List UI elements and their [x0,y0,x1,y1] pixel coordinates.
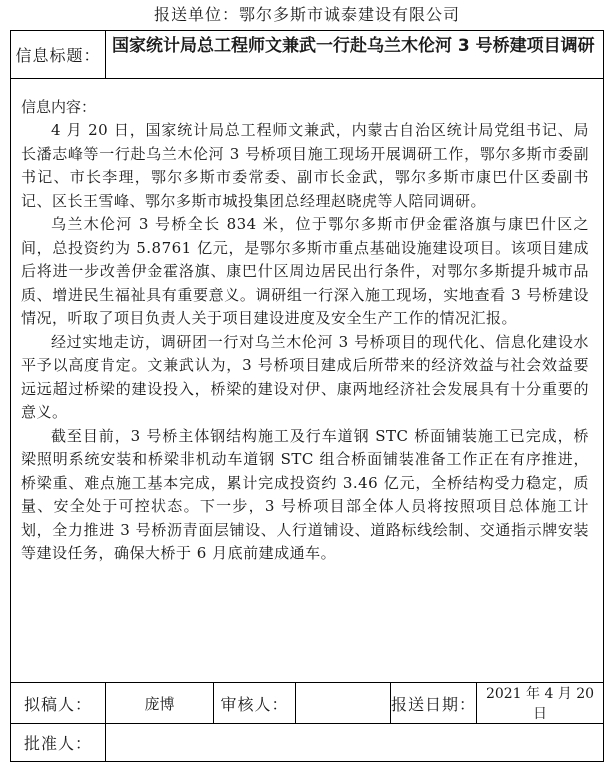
approver-value [106,724,604,762]
content-paragraph: 4 月 20 日，国家统计局总工程师文兼武，内蒙古自治区统计局党组书记、局长潘志峰等一行赴乌兰木伦河 3 号桥项目施工现场开展调研工作，鄂尔多斯市委副书记、市长李理，鄂尔多斯市委常委、副市长金武，鄂尔多斯市康巴什区委副书记、区长王雪峰、鄂尔多斯市城投集团总经理赵晓虎等人陪同调研。 [21,121,590,210]
report-date-value: 2021 年 4 月 20 日 [477,683,604,724]
reporting-unit-line [0,0,614,30]
content-paragraph: 乌兰木伦河 3 号桥全长 834 米，位于鄂尔多斯市伊金霍洛旗与康巴什区之间，总投资约为 5.8761 亿元，是鄂尔多斯市重点基础设施建设项目。该项目建成后将进一步改善伊金霍洛旗、康巴什区周边居民出行条件，对鄂尔多斯提升城市品质、增进民生福祉具有重要意义。调研组一行深入施工现场，实地查看 3 号桥建设情况，听取了项目负责人关于项目建设进度及安全生产工作的情况汇报。 [21,215,590,327]
content-paragraph: 截至目前，3 号桥主体钢结构施工及行车道钢 STC 桥面铺装施工已完成，桥梁照明系统安装和桥梁非机动车道钢 STC 组合桥面铺装准备工作正在有序推进，桥梁重、难点施工基本完成，累计完成投资约 3.46 亿元，全桥结构受力稳定，质量、安全处于可控状态。下一步，3 号桥项目部全体人员将按照项目总体施工计划，全力推进 3 号桥沥青面层铺设、人行道铺设、道路标线绘制、交通指示牌安装等建设任务，确保大桥于 6 月底前建成通车。 [21,426,590,562]
info-title-label: 信息标题： [11,31,106,79]
reporting-unit-label: 报送单位： [153,5,239,24]
reviewer-label: 审核人： [214,683,296,724]
content-row [11,79,604,683]
approver-label: 批准人： [11,724,106,762]
approver-row [11,724,604,762]
info-content-label: 信息内容： [21,98,97,116]
report-date-label: 报送日期： [391,683,477,724]
reporting-unit-value: 鄂尔多斯市诚泰建设有限公司 [239,5,461,24]
title-row [11,31,604,79]
report-form-table [10,30,604,762]
reviewer-value [296,683,391,724]
content-paragraph: 经过实地走访，调研团一行对乌兰木伦河 3 号桥项目的现代化、信息化建设水平予以高度肯定。文兼武认为，3 号桥项目建成后所带来的经济效益与社会效益要远远超过桥梁的建设投入，桥梁的建设对伊、康两地经济社会发展具有十分重要的意义。 [21,332,590,421]
drafter-label: 拟稿人： [11,683,106,724]
info-content-cell [11,79,604,683]
info-title-value: 国家统计局总工程师文兼武一行赴乌兰木伦河 3 号桥建项目调研 [106,31,604,79]
footer-row [11,683,604,724]
drafter-value: 庞博 [106,683,214,724]
